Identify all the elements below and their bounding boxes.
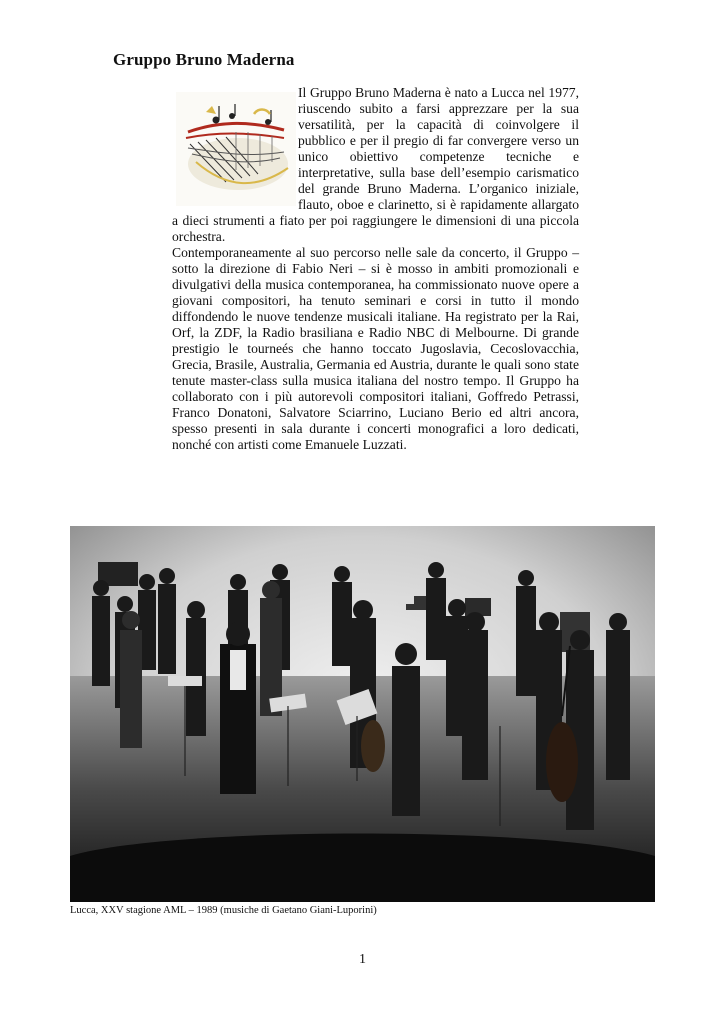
page-number: 1	[359, 952, 366, 967]
paragraph-activities: Contemporaneamente al suo percorso nelle sale da concerto, il Gruppo – sotto la direzione di Fabio Neri – si è mosso in ambiti promozionali e divulgativi della musica contemporanea, ha commissionato nuove opere a giovani compositori, ha tenuto seminari e corsi in tutto il mondo diffondendo le nuove tendenze musicali italiane. Ha registrato per la Rai, Orf, la ZDF, la Radio brasiliana e Radio NBC di Melbourne. Di grande prestigio le tourneés che hanno toccato Jugoslavia, Cecoslovacchia, Grecia, Brasile, Australia, Germania ed Austria, durante le quali sono state tenute master-class sulla musica italiana del nostro tempo. Il Gruppo ha collaborato con i più autorevoli compositori italiani, Goffredo Petrassi, Franco Donatoni, Salvatore Sciarrino, Luciano Berio ed altri ancora, spesso presenti in sala durante i concerti monografici a loro dedicati, nonché con artisti come Emanuele Luzzati.	[172, 245, 579, 452]
article-body	[172, 85, 579, 453]
paragraph-intro: Il Gruppo Bruno Maderna è nato a Lucca nel 1977, riuscendo subito a farsi apprezzare per la sua versatilità, per la capacità di coinvolgere il pubblico e per il pregio di far convergere verso un unico obiettivo competenze tecniche e interpretative, sulla base dell’esempio carismatico del grande Bruno Maderna. L’organico iniziale, flauto, oboe e clarinetto, si è rapidamente allargato a dieci strumenti a fiato per poi raggiungere le dimensioni di una piccola orchestra.	[172, 85, 579, 244]
photo-caption: Lucca, XXV stagione AML – 1989 (musiche di Gaetano Giani-Luporini)	[70, 905, 377, 916]
ensemble-photo	[70, 526, 655, 902]
logo-spacer	[172, 85, 298, 213]
page-title: Gruppo Bruno Maderna	[113, 50, 295, 69]
